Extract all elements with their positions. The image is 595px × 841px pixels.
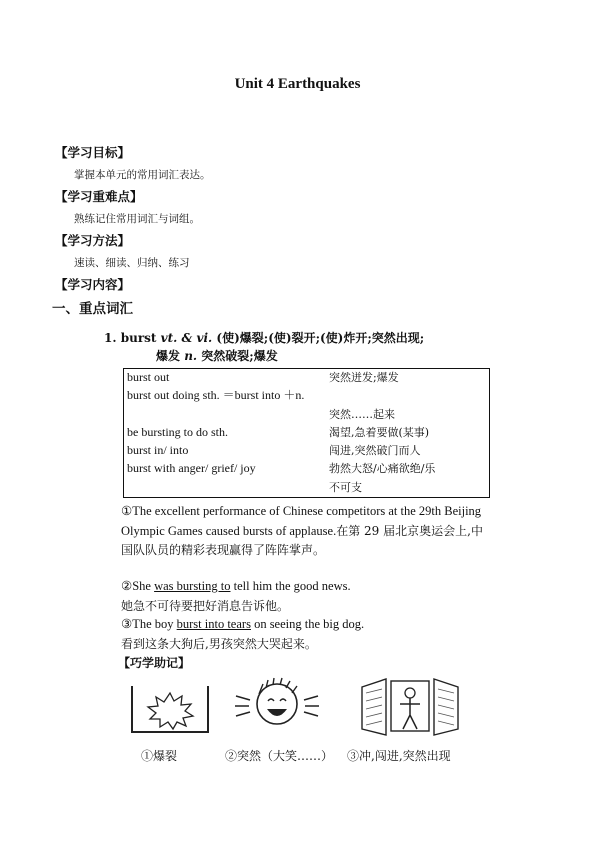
- example-2-phrase: was bursting to: [154, 579, 231, 593]
- section-goal-heading: 【学习目标】: [55, 145, 131, 160]
- section-key-heading: 【学习重难点】: [55, 189, 143, 204]
- table-row: burst out doing sth. ＝burst into ＋n.: [127, 388, 305, 403]
- table-row: 突然……起来: [329, 407, 395, 421]
- burst-explosion-icon: [127, 684, 213, 736]
- page-title: Unit 4 Earthquakes: [234, 76, 361, 92]
- method-text: 速读、细读、归纳、练习: [74, 257, 190, 269]
- example-1-cn: 在第 29 届北京奥运会上,中国队队员的精彩表现赢得了阵阵掌声。: [121, 523, 483, 557]
- entry-line-2: [156, 347, 278, 364]
- meaning-1: (使)爆裂;(使)裂开;(使)炸开;突然出现;: [216, 331, 425, 345]
- section-method-heading: 【学习方法】: [55, 233, 131, 248]
- meaning-2-post: 突然破裂;爆发: [201, 349, 278, 363]
- entry-line-1: [104, 329, 424, 347]
- table-row: be bursting to do sth. 渴望,急着要做(某事): [127, 424, 430, 439]
- goal-text: 掌握本单元的常用词汇表达。: [74, 169, 211, 181]
- meaning-2-pre: 爆发: [156, 349, 181, 363]
- caption-door: ③冲,闯进,突然出现: [347, 749, 451, 763]
- phrase-table: [123, 368, 490, 498]
- part-of-speech-n: n.: [184, 349, 198, 363]
- table-row: 不可支: [329, 480, 362, 494]
- section-content-heading: 【学习内容】: [55, 277, 131, 292]
- example-2-cn: 她急不可待要把好消息告诉他。: [121, 598, 290, 613]
- part-of-speech: vt. & vi.: [160, 331, 213, 345]
- example-3-phrase: burst into tears: [176, 617, 251, 631]
- memory-tip-heading: 【巧学助记】: [118, 656, 191, 670]
- example-1: [121, 502, 493, 561]
- caption-burst: ①爆裂: [141, 749, 178, 763]
- headword: 1. burst: [104, 331, 157, 345]
- table-row: burst in/ into 闯进,突然破门而人: [127, 443, 421, 458]
- example-1-en: ①The excellent performance of Chinese competitors at the 29th Beijing Olympic Games caused bursts of applause.: [121, 504, 482, 538]
- vocab-heading: 一、重点词汇: [52, 301, 133, 317]
- door-burst-icon: [358, 677, 462, 739]
- table-row: burst out 突然迸发;爆发: [127, 370, 399, 384]
- example-3: ③The boy burst into tears on seeing the big dog. 看到这条大狗后,男孩突然大哭起来。: [121, 617, 365, 651]
- table-row: burst with anger/ grief/ joy 勃然大怒/心痛欲绝/乐: [127, 461, 436, 476]
- example-3-cn: 看到这条大狗后,男孩突然大哭起来。: [121, 636, 317, 651]
- key-text: 熟练记住常用词汇与词组。: [74, 213, 200, 225]
- laughing-face-icon: [233, 676, 321, 736]
- example-2: ②She was bursting to tell him the good news. 她急不可待要把好消息告诉他。: [121, 579, 351, 613]
- caption-laugh: ②突然（大笑……）: [225, 749, 334, 763]
